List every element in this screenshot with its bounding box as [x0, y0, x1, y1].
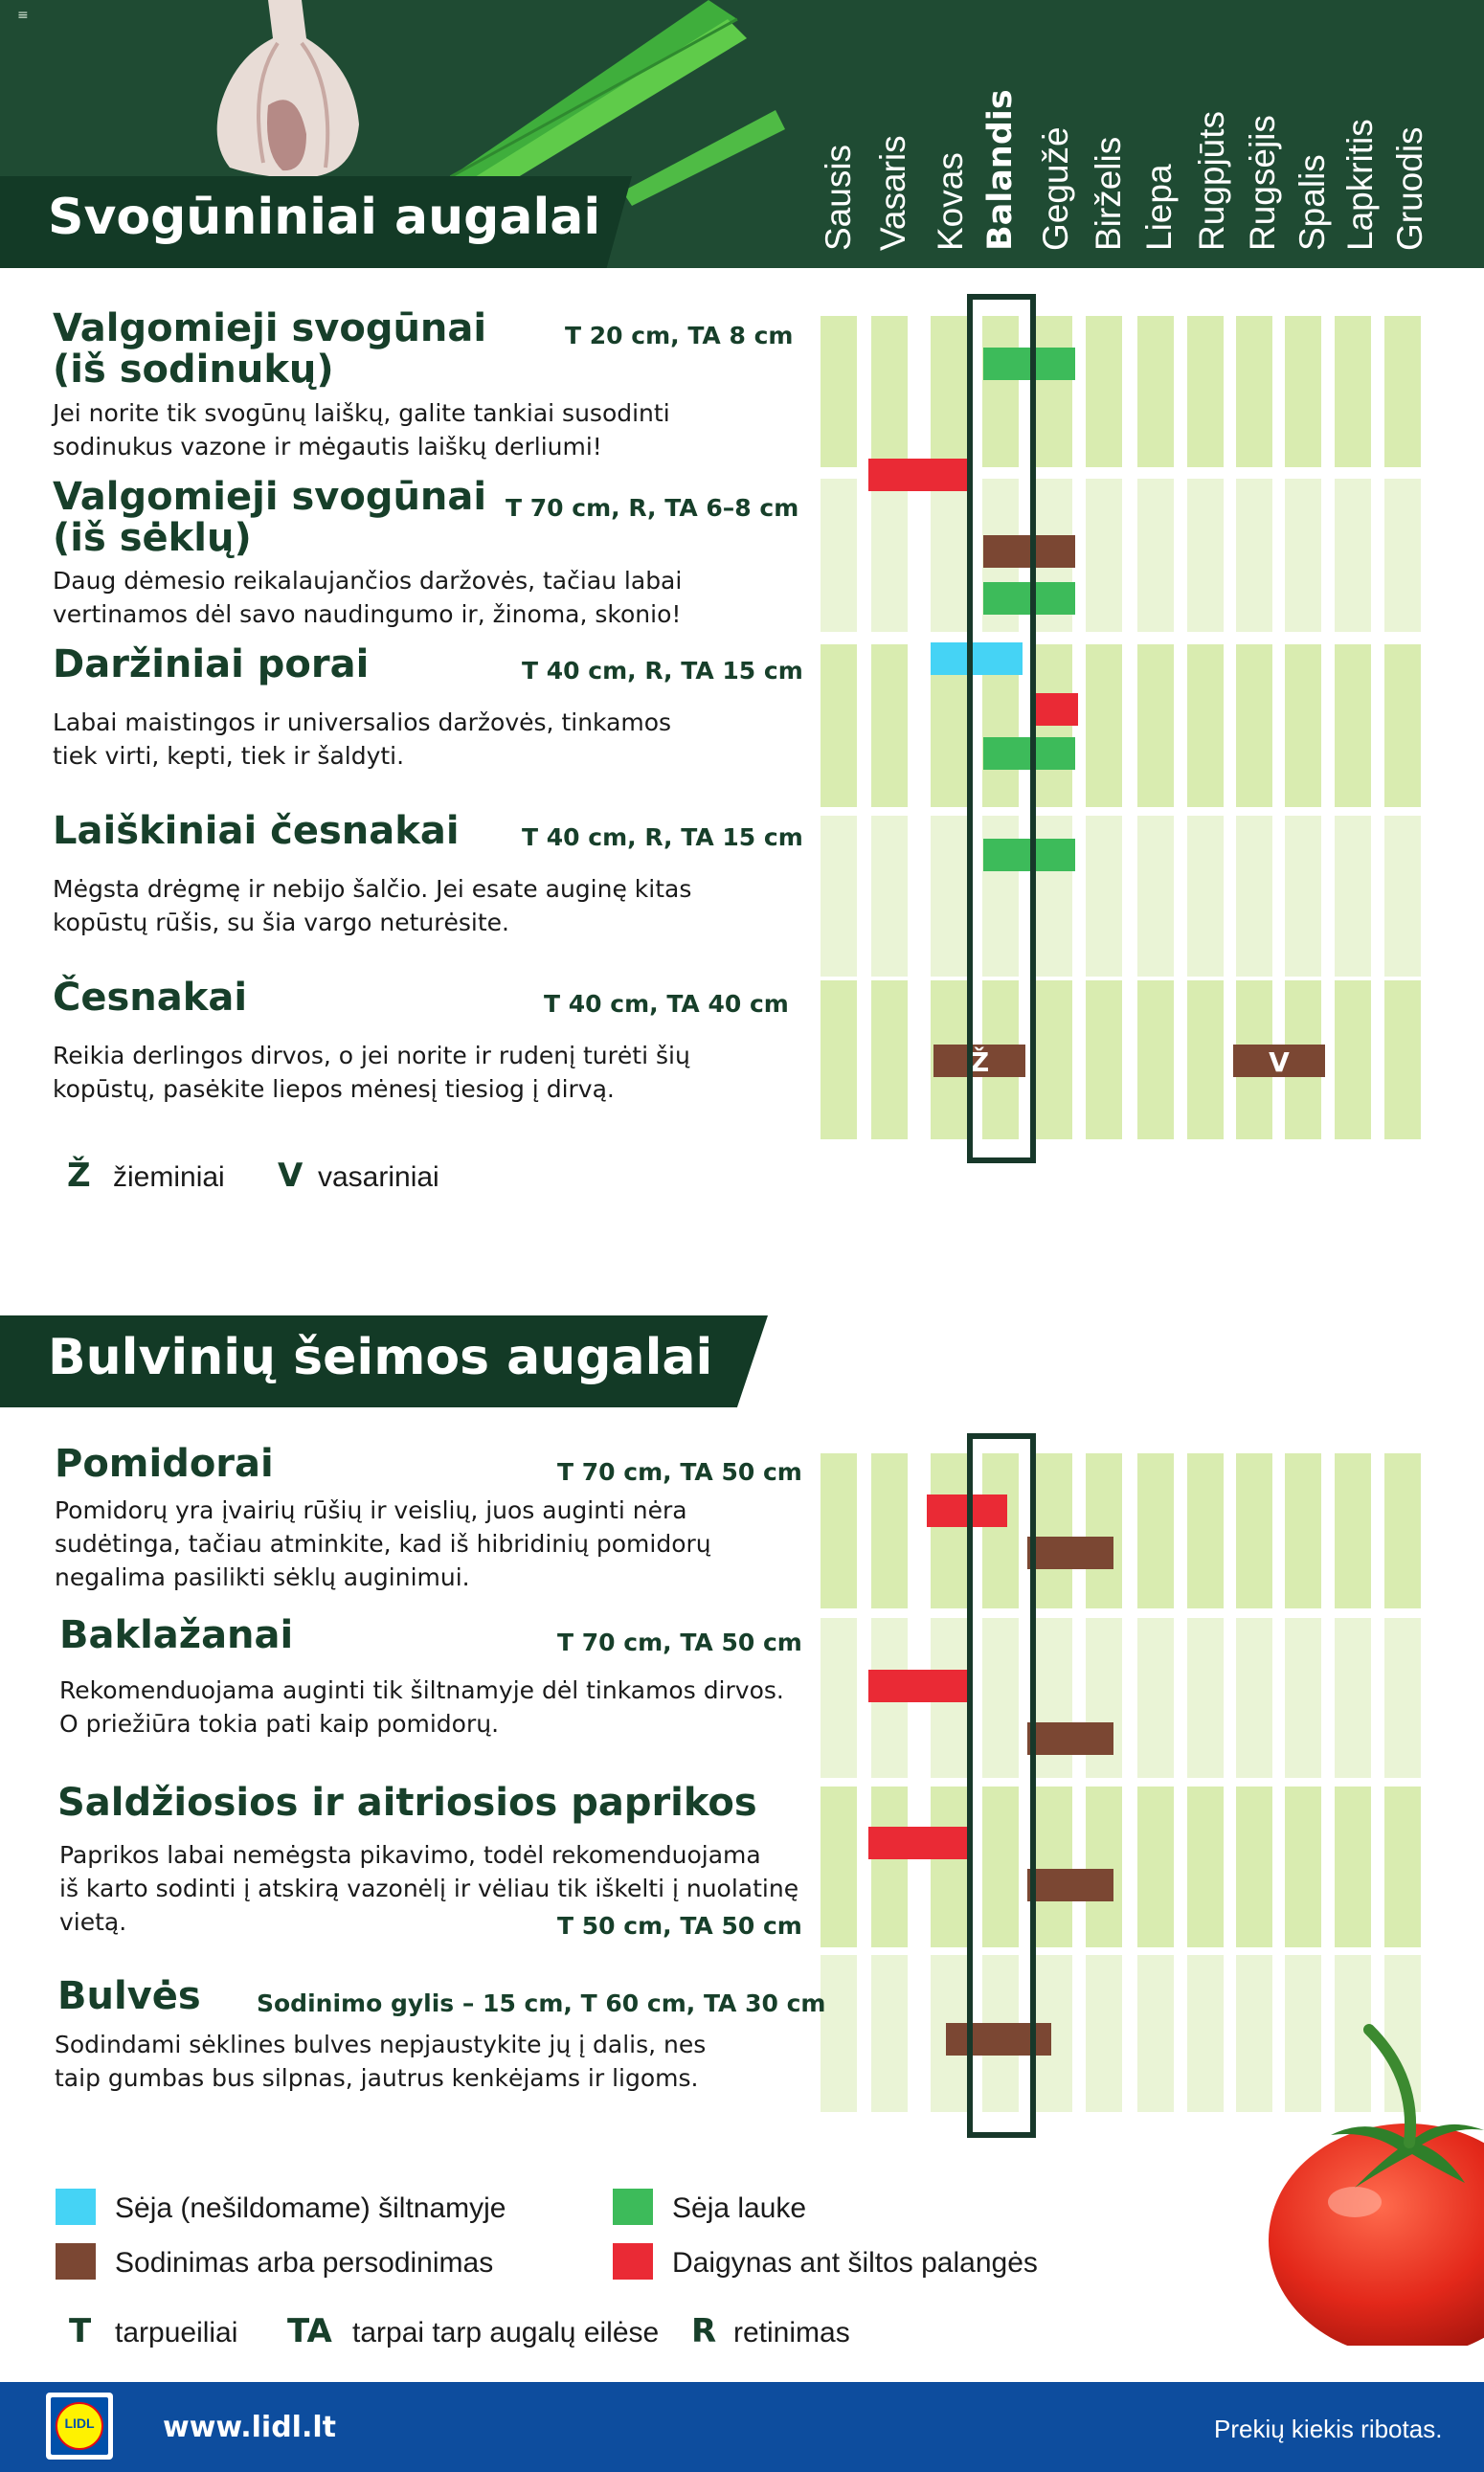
- plant-desc: Rekomenduojama auginti tik šiltnamyje dėl tinkamos dirvos.: [59, 1676, 784, 1704]
- chart-column: [1384, 980, 1421, 1139]
- month-label-2: Kovas: [931, 152, 970, 251]
- plant-desc: kopūstų, pasėkite liepos mėnesį tiesiog į dirvą.: [53, 1075, 615, 1103]
- plant-desc: taip gumbas bus silpnas, jautrus kenkėjams ir ligoms.: [55, 2064, 699, 2092]
- chart-column: [1036, 644, 1072, 807]
- legend-label-planting: Sodinimas arba persodinimas: [115, 2247, 494, 2279]
- chart-column: [821, 316, 857, 467]
- plant-dims: T 50 cm, TA 50 cm: [557, 1912, 802, 1940]
- chart-column: [1187, 316, 1224, 467]
- chart-column: [821, 1787, 857, 1947]
- chart-column: [1285, 816, 1321, 977]
- chart-column: [1086, 980, 1122, 1139]
- winter-label: žieminiai: [113, 1161, 225, 1193]
- chart-column: [1384, 644, 1421, 807]
- chart-column: [1036, 980, 1072, 1139]
- plant-desc: iš karto sodinti į atskirą vazonėlį ir vėliau tik iškelti į nuolatinę: [59, 1875, 799, 1902]
- section1-title: Svogūniniai augalai: [48, 189, 601, 246]
- chart-column: [1236, 1618, 1272, 1778]
- chart-column: [1285, 1453, 1321, 1608]
- chart-column: [931, 316, 967, 467]
- section2-title: Bulvinių šeimos augalai: [48, 1329, 713, 1386]
- plant-dims: T 20 cm, TA 8 cm: [565, 322, 794, 349]
- chart-column: [1086, 816, 1122, 977]
- chart-column: [1187, 644, 1224, 807]
- legend-swatch-outdoor: [613, 2189, 653, 2225]
- chart-column: [1335, 1453, 1371, 1608]
- key-t-label: tarpueiliai: [115, 2317, 238, 2348]
- corner-mark: ≡: [17, 8, 29, 23]
- month-label-0: Sausis: [819, 144, 858, 251]
- chart-column: [1187, 1787, 1224, 1947]
- chart-bar: V: [1233, 1045, 1325, 1077]
- chart-bar: [868, 1670, 968, 1702]
- month-label-11: Gruodis: [1390, 126, 1429, 251]
- legend-swatch-greenhouse: [56, 2189, 96, 2225]
- chart-column: [1086, 1453, 1122, 1608]
- chart-column: [1137, 980, 1174, 1139]
- chart-column: [1335, 1787, 1371, 1947]
- plant-desc: Jei norite tik svogūnų laiškų, galite tankiai susodinti: [53, 399, 670, 427]
- legend-swatch-windowsill: [613, 2243, 653, 2280]
- chart-column: [1285, 316, 1321, 467]
- key-r: R: [691, 2312, 717, 2350]
- footer-note: Prekių kiekis ribotas.: [1214, 2415, 1443, 2443]
- chart-column: [1086, 316, 1122, 467]
- legend-label-windowsill: Daigynas ant šiltos palangės: [672, 2247, 1038, 2279]
- plant-name: Valgomieji svogūnai: [53, 475, 487, 519]
- plant-desc: Daug dėmesio reikalaujančios daržovės, tačiau labai: [53, 567, 683, 595]
- current-month-highlight: [967, 294, 1036, 1163]
- plant-dims: T 70 cm, TA 50 cm: [557, 1458, 802, 1486]
- chart-column: [1335, 1618, 1371, 1778]
- plant-dims: T 70 cm, R, TA 6–8 cm: [506, 494, 799, 522]
- key-ta: TA: [287, 2312, 332, 2350]
- chart-column: [821, 1618, 857, 1778]
- chart-column: [871, 479, 908, 632]
- chart-bar: [868, 1827, 968, 1859]
- month-label-1: Vasaris: [873, 135, 912, 251]
- plant-desc: sodinukus vazone ir mėgautis laiškų derliumi!: [53, 433, 602, 461]
- website-link[interactable]: www.lidl.lt: [163, 2411, 336, 2444]
- chart-bar: [1027, 1722, 1113, 1755]
- tomato-illustration: [1264, 2020, 1484, 2346]
- chart-column: [931, 479, 967, 632]
- plant-desc: O priežiūra tokia pati kaip pomidorų.: [59, 1710, 500, 1738]
- chart-column: [931, 1787, 967, 1947]
- chart-column: [1236, 1787, 1272, 1947]
- chart-column: [1384, 316, 1421, 467]
- chart-column: [1137, 1787, 1174, 1947]
- chart-column: [871, 1453, 908, 1608]
- month-label-8: Rugsėjis: [1243, 115, 1282, 251]
- chart-column: [1335, 316, 1371, 467]
- plant-desc: Paprikos labai nemėgsta pikavimo, todėl rekomenduojama: [59, 1841, 761, 1869]
- plant-desc: Pomidorų yra įvairių rūšių ir veislių, juos auginti nėra: [55, 1496, 687, 1524]
- plant-name: Valgomieji svogūnai: [53, 306, 487, 350]
- plant-name: Baklažanai: [59, 1613, 294, 1657]
- chart-column: [1384, 1453, 1421, 1608]
- chart-column: [1187, 1453, 1224, 1608]
- plant-desc: vietą.: [59, 1908, 127, 1936]
- legend-label-greenhouse: Sėja (nešildomame) šiltnamyje: [115, 2192, 506, 2224]
- chart-column: [1384, 1618, 1421, 1778]
- chart-column: [1137, 316, 1174, 467]
- chart-column: [1187, 1618, 1224, 1778]
- chart-bar: [1027, 1869, 1113, 1901]
- chart-column: [1137, 816, 1174, 977]
- winter-key: Ž: [67, 1157, 91, 1195]
- chart-bar: [1036, 693, 1078, 726]
- chart-column: [1384, 816, 1421, 977]
- month-label-5: Birželis: [1089, 136, 1128, 251]
- chart-column: [1236, 1453, 1272, 1608]
- chart-column: [1036, 316, 1072, 467]
- chart-column: [821, 644, 857, 807]
- month-label-6: Liepa: [1139, 164, 1179, 251]
- plant-name-sub: (iš sodinukų): [53, 348, 334, 392]
- chart-bar: Ž: [933, 1045, 1025, 1077]
- plant-dims: Sodinimo gylis – 15 cm, T 60 cm, TA 30 cm: [257, 1989, 826, 2017]
- key-r-label: retinimas: [733, 2317, 850, 2348]
- plant-desc: negalima pasilikti sėklų auginimui.: [55, 1563, 470, 1591]
- lidl-logo-text: LIDL: [64, 2416, 95, 2431]
- chart-column: [1285, 1618, 1321, 1778]
- chart-column: [821, 1453, 857, 1608]
- plant-dims: T 40 cm, TA 40 cm: [544, 990, 789, 1018]
- chart-column: [871, 816, 908, 977]
- spring-label: vasariniai: [318, 1161, 439, 1193]
- chart-bar: [868, 459, 968, 491]
- chart-column: [1137, 644, 1174, 807]
- chart-column: [1187, 980, 1224, 1139]
- month-label-3: Balandis: [981, 89, 1020, 251]
- chart-column: [821, 816, 857, 977]
- chart-column: [1086, 644, 1122, 807]
- plant-dims: T 40 cm, R, TA 15 cm: [522, 657, 803, 685]
- chart-column: [1236, 644, 1272, 807]
- chart-column: [1285, 644, 1321, 807]
- plant-name: Laiškiniai česnakai: [53, 809, 460, 853]
- chart-column: [1137, 479, 1174, 632]
- chart-column: [1137, 1955, 1174, 2112]
- plant-dims: T 70 cm, TA 50 cm: [557, 1629, 802, 1656]
- plant-name: Bulvės: [57, 1974, 201, 2018]
- plant-dims: T 40 cm, R, TA 15 cm: [522, 823, 803, 851]
- chart-column: [1036, 1453, 1072, 1608]
- garlic-illustration: [211, 0, 450, 182]
- plant-desc: Mėgsta drėgmę ir nebijo šalčio. Jei esate auginę kitas: [53, 875, 692, 903]
- plant-desc: Sodindami sėklines bulves nepjaustykite jų į dalis, nes: [55, 2031, 707, 2058]
- chart-column: [1285, 1787, 1321, 1947]
- chart-column: [1335, 980, 1371, 1139]
- chart-column: [871, 1787, 908, 1947]
- plant-name: Pomidorai: [55, 1442, 274, 1486]
- plant-name: Česnakai: [53, 976, 248, 1020]
- plant-desc: vertinamos dėl savo naudingumo ir, žinoma, skonio!: [53, 600, 682, 628]
- chart-column: [1335, 816, 1371, 977]
- chart-column: [1086, 479, 1122, 632]
- chart-column: [871, 980, 908, 1139]
- chart-column: [821, 479, 857, 632]
- month-label-10: Lapkritis: [1340, 119, 1380, 251]
- chart-column: [871, 316, 908, 467]
- chart-column: [871, 644, 908, 807]
- chart-column: [1187, 479, 1224, 632]
- chart-column: [1236, 816, 1272, 977]
- plant-desc: sudėtinga, tačiau atminkite, kad iš hibridinių pomidorų: [55, 1530, 711, 1558]
- plant-name-sub: (iš sėklų): [53, 516, 252, 560]
- chart-column: [1036, 1787, 1072, 1947]
- chart-column: [931, 816, 967, 977]
- lidl-logo[interactable]: [46, 2393, 113, 2460]
- chart-column: [931, 1453, 967, 1608]
- chart-column: [821, 980, 857, 1139]
- chart-column: [1187, 816, 1224, 977]
- chart-column: [1137, 1618, 1174, 1778]
- chart-column: [1384, 479, 1421, 632]
- chart-column: [1236, 316, 1272, 467]
- plant-desc: Labai maistingos ir universalios daržovės, tinkamos: [53, 708, 672, 736]
- chart-column: [1335, 644, 1371, 807]
- current-month-highlight: [967, 1433, 1036, 2138]
- month-label-7: Rugpjūts: [1192, 110, 1231, 251]
- key-t: T: [69, 2312, 92, 2350]
- chart-column: [1137, 1453, 1174, 1608]
- spring-key: V: [278, 1157, 304, 1195]
- chart-column: [1086, 1787, 1122, 1947]
- key-ta-label: tarpai tarp augalų eilėse: [352, 2317, 660, 2348]
- chart-column: [1236, 479, 1272, 632]
- legend-swatch-planting: [56, 2243, 96, 2280]
- chart-column: [1335, 479, 1371, 632]
- legend-label-outdoor: Sėja lauke: [672, 2192, 807, 2224]
- plant-desc: tiek virti, kepti, tiek ir šaldyti.: [53, 742, 405, 770]
- plant-desc: Reikia derlingos dirvos, o jei norite ir rudenį turėti šių: [53, 1042, 690, 1069]
- plant-desc: kopūstų rūšis, su šia vargo neturėsite.: [53, 909, 509, 936]
- month-label-4: Gegužė: [1036, 126, 1075, 251]
- chart-column: [1285, 479, 1321, 632]
- chart-column: [871, 1955, 908, 2112]
- chart-column: [821, 1955, 857, 2112]
- chart-bar: [1027, 1537, 1113, 1569]
- chart-column: [1384, 1787, 1421, 1947]
- plant-name: Daržiniai porai: [53, 642, 370, 686]
- month-label-9: Spalis: [1293, 154, 1332, 251]
- plant-name: Saldžiosios ir aitriosios paprikos: [57, 1781, 757, 1825]
- chart-column: [1086, 1955, 1122, 2112]
- chart-column: [1187, 1955, 1224, 2112]
